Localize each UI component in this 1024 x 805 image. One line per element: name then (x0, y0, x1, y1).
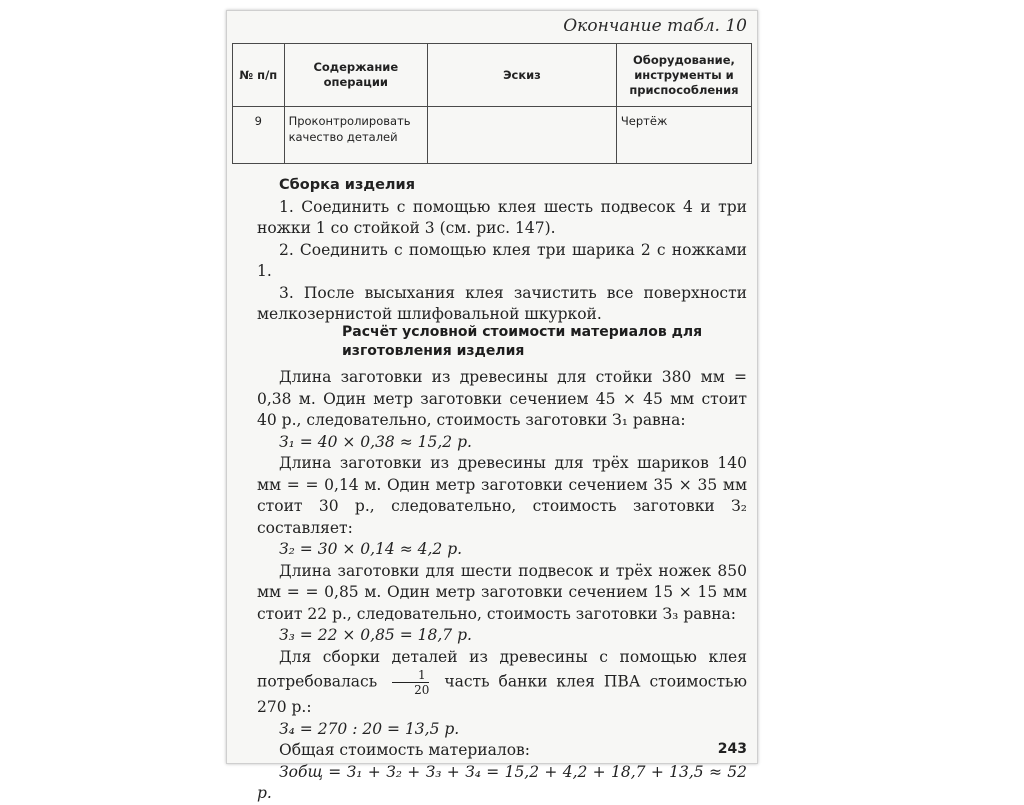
cost-paragraph-2: Длина заготовки из древесины для трёх шариков 140 мм = = 0,14 м. Один метр заготовки сечением 35 × 35 мм стоит 30 р., следовательно, стоимость заготовки З₂ составляет: (257, 454, 747, 537)
equation-3: З₃ = 22 × 0,85 = 18,7 р. (279, 626, 472, 644)
header-content: Содержание операции (284, 44, 427, 107)
header-num: № п/п (233, 44, 285, 107)
assembly-step-1: 1. Соединить с помощью клея шесть подвесок 4 и три ножки 1 со стойкой 3 (см. рис. 147). (257, 197, 747, 237)
paragraph-4-start: Для сборки деталей из древесины с помощью клея потребовалась (257, 647, 747, 691)
fraction-numerator: 1 (417, 668, 426, 682)
equation-total: Зобщ = З₁ + З₂ + З₃ + З₄ = 15,2 + 4,2 + 18,7 + 13,5 ≈ 52 р. (257, 762, 747, 802)
equation-4: З₄ = 270 : 20 = 13,5 р. (279, 719, 460, 738)
equation-1: З₁ = 40 × 0,38 ≈ 15,2 р. (279, 432, 472, 451)
cost-section (257, 367, 747, 805)
cell-content: Проконтролировать качество деталей (284, 107, 427, 164)
book-page (226, 10, 758, 802)
table-header-row (233, 44, 752, 107)
fraction (392, 668, 429, 697)
cost-paragraph-1: Длина заготовки из древесины для стойки 380 мм = 0,38 м. Один метр заготовки сечением 45 × 45 мм стоит 40 р., следовательно, стоимость заготовки З₁ равна: (257, 368, 747, 429)
equation-2: З₂ = 30 × 0,14 ≈ 4,2 р. (279, 540, 463, 558)
paragraph-4-end: часть банки клея ПВА стоимостью 270 р.: (257, 672, 747, 716)
assembly-step-2: 2. Соединить с помощью клея три шарика 2 с ножками 1. (257, 240, 747, 280)
header-equipment: Оборудование, инструменты и приспособления (616, 44, 751, 107)
operations-table (232, 43, 752, 164)
cost-paragraph-4 (257, 647, 747, 719)
cell-num: 9 (233, 107, 285, 164)
table-row (233, 107, 752, 164)
fraction-denominator: 20 (392, 682, 429, 697)
header-sketch: Эскиз (428, 44, 617, 107)
cell-equipment: Чертёж (616, 107, 751, 164)
cost-paragraph-3: Длина заготовки для шести подвесок и трёх ножек 850 мм = = 0,85 м. Один метр заготовки сечением 15 × 15 мм стоит 22 р., следовательно, стоимость заготовки З₃ равна: (257, 561, 747, 623)
cell-sketch (428, 107, 617, 164)
total-label: Общая стоимость материалов: (279, 741, 530, 759)
table-caption: Окончание табл. 10 (563, 16, 747, 36)
assembly-step-3: 3. После высыхания клея зачистить все поверхности мелкозернистой шлифовальной шкуркой. (257, 283, 747, 323)
assembly-title: Сборка изделия (279, 177, 416, 193)
assembly-section (257, 175, 747, 326)
page-number: 243 (717, 741, 747, 757)
cost-title: Расчёт условной стоимости материалов для изготовления изделия (342, 324, 703, 359)
